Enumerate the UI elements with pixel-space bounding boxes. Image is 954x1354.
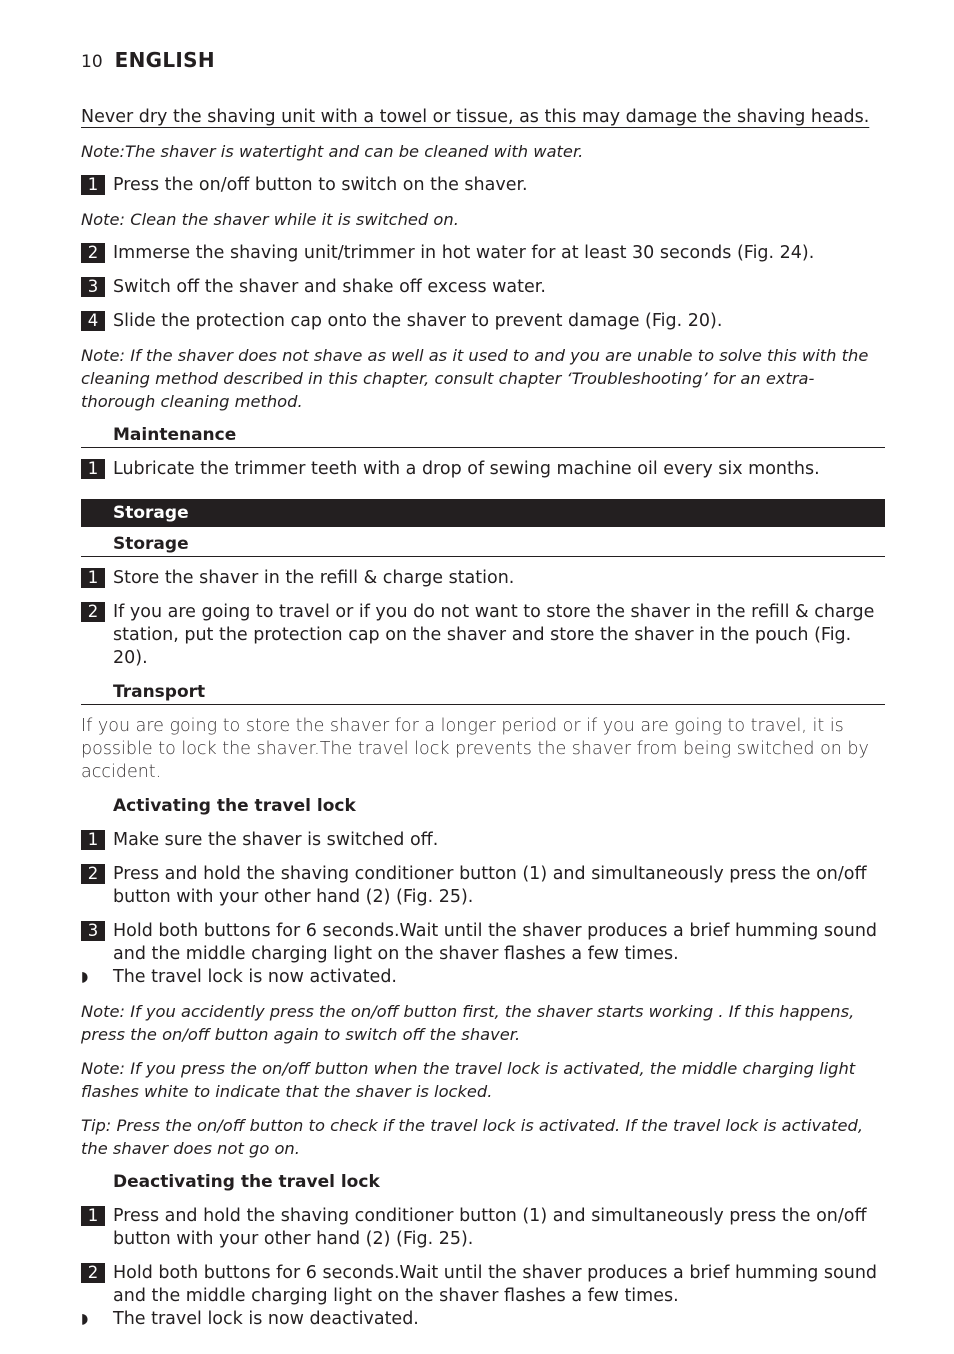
note-troubleshooting: Note: If the shaver does not shave as well as it used to and you are unable to solve this with the cleaning method described in this chapter, consult chapter ‘Troubleshooting’ for an extra-thorough cleaning method. <box>81 346 869 411</box>
step-number: 2 <box>81 864 105 884</box>
page-number: 10 <box>81 52 103 72</box>
deactivating-step-2 <box>81 1262 885 1308</box>
deactivating-heading: Deactivating the travel lock <box>113 1172 380 1192</box>
step-text: Store the shaver in the refill & charge station. <box>113 568 515 588</box>
language-heading: ENGLISH <box>114 48 215 72</box>
deactivating-result <box>81 1308 885 1331</box>
triangle-bullet-icon: ◗ <box>81 1311 89 1327</box>
step-text: Immerse the shaving unit/trimmer in hot water for at least 30 seconds (Fig. 24). <box>113 243 815 263</box>
step-text: If you are going to travel or if you do not want to store the shaver in the refill & charge station, put the protection cap on the shaver and store the shaver in the pouch (Fig. 20). <box>113 602 875 668</box>
step-number: 3 <box>81 921 105 941</box>
cleaning-step-2 <box>81 242 885 265</box>
activating-step-1 <box>81 829 885 852</box>
step-number: 2 <box>81 602 105 622</box>
note-accidental-press: Note: If you accidently press the on/off button first, the shaver starts working . If this happens, press the on/off button again to switch off the shaver. <box>81 1002 855 1044</box>
step-text: Press the on/off button to switch on the shaver. <box>113 175 528 195</box>
note-locked-light: Note: If you press the on/off button when the travel lock is activated, the middle charging light flashes white to indicate that the shaver is locked. <box>81 1059 856 1101</box>
warning-text: Never dry the shaving unit with a towel or tissue, as this may damage the shaving heads. <box>81 107 870 127</box>
storage-section-bar: Storage <box>81 499 885 527</box>
step-number: 4 <box>81 311 105 331</box>
result-text: The travel lock is now activated. <box>113 967 397 987</box>
step-text: Hold both buttons for 6 seconds.Wait until the shaver produces a brief humming sound and the middle charging light on the shaver flashes a few times. <box>113 1263 878 1306</box>
step-text: Switch off the shaver and shake off excess water. <box>113 277 546 297</box>
maintenance-heading: Maintenance <box>81 424 885 448</box>
cleaning-step-1 <box>81 174 885 197</box>
tip-check-lock: Tip: Press the on/off button to check if the travel lock is activated. If the travel lock is activated, the shaver does not go on. <box>81 1116 863 1158</box>
step-number: 1 <box>81 175 105 195</box>
step-text: Lubricate the trimmer teeth with a drop of sewing machine oil every six months. <box>113 459 820 479</box>
step-number: 3 <box>81 277 105 297</box>
page-header <box>81 48 215 72</box>
step-text: Press and hold the shaving conditioner button (1) and simultaneously press the on/off button with your other hand (2) (Fig. 25). <box>113 864 867 907</box>
step-text: Slide the protection cap onto the shaver to prevent damage (Fig. 20). <box>113 311 723 331</box>
triangle-bullet-icon: ◗ <box>81 969 89 985</box>
step-number: 2 <box>81 1263 105 1283</box>
step-text: Press and hold the shaving conditioner button (1) and simultaneously press the on/off button with your other hand (2) (Fig. 25). <box>113 1206 867 1249</box>
step-number: 2 <box>81 243 105 263</box>
transport-intro: If you are going to store the shaver for a longer period or if you are going to travel, it is possible to lock the shaver.The travel lock prevents the shaver from being switched on by accident. <box>81 716 869 782</box>
activating-step-3 <box>81 920 885 966</box>
step-number: 1 <box>81 568 105 588</box>
result-text: The travel lock is now deactivated. <box>113 1309 419 1329</box>
transport-heading: Transport <box>81 681 885 705</box>
activating-heading: Activating the travel lock <box>113 796 356 816</box>
note-watertight: Note:The shaver is watertight and can be cleaned with water. <box>81 142 584 161</box>
step-number: 1 <box>81 1206 105 1226</box>
storage-heading: Storage <box>81 533 885 557</box>
cleaning-step-3 <box>81 276 885 299</box>
step-number: 1 <box>81 459 105 479</box>
deactivating-step-1 <box>81 1205 885 1251</box>
storage-step-2 <box>81 601 885 670</box>
page-body <box>81 106 885 1342</box>
step-number: 1 <box>81 830 105 850</box>
activating-step-2 <box>81 863 885 909</box>
storage-step-1 <box>81 567 885 590</box>
activating-result <box>81 966 885 989</box>
cleaning-step-4 <box>81 310 885 333</box>
step-text: Make sure the shaver is switched off. <box>113 830 439 850</box>
step-text: Hold both buttons for 6 seconds.Wait until the shaver produces a brief humming sound and the middle charging light on the shaver flashes a few times. <box>113 921 878 964</box>
note-clean-switched-on: Note: Clean the shaver while it is switched on. <box>81 210 459 229</box>
maintenance-step-1 <box>81 458 885 481</box>
